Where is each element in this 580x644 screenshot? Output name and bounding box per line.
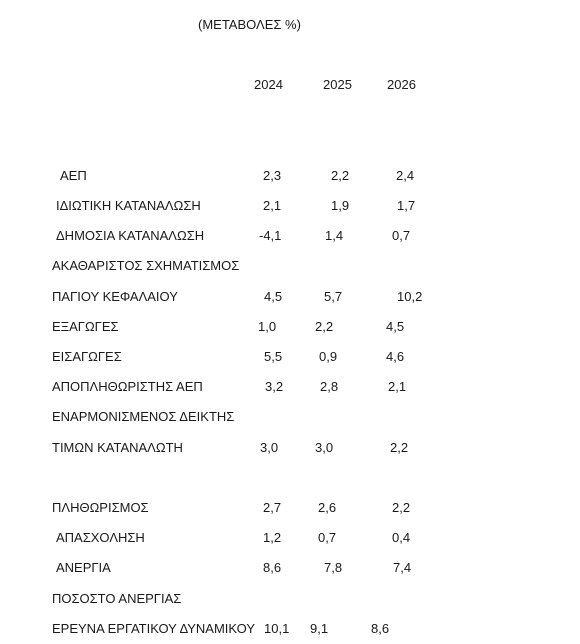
year-header-2026: 2026 bbox=[387, 77, 416, 92]
row-value-2025: 0,7 bbox=[318, 530, 337, 545]
row-value-2026: 7,4 bbox=[393, 560, 412, 575]
row-value-2026: 0,7 bbox=[392, 228, 411, 243]
row-value-2025: 1,4 bbox=[325, 228, 344, 243]
row-value-2024: -4,1 bbox=[259, 228, 282, 243]
row-value-2026: 2,2 bbox=[392, 500, 411, 515]
row-label: ΠΟΣΟΣΤΟ ΑΝΕΡΓΙΑΣ bbox=[52, 591, 182, 606]
row-label: ΑΠΑΣΧΟΛΗΣΗ bbox=[56, 530, 145, 545]
row-value-2024: 8,6 bbox=[263, 560, 282, 575]
year-header-2024: 2024 bbox=[254, 77, 283, 92]
row-value-2024: 5,5 bbox=[264, 349, 283, 364]
row-value-2024: 1,2 bbox=[263, 530, 282, 545]
row-value-2026: 1,7 bbox=[397, 198, 416, 213]
row-value-2026: 10,2 bbox=[397, 289, 423, 304]
row-value-2025: 3,0 bbox=[315, 440, 334, 455]
row-label: ΕΡΕΥΝΑ ΕΡΓΑΤΙΚΟΥ ΔΥΝΑΜΙΚΟΥ bbox=[52, 621, 256, 636]
row-value-2025: 2,8 bbox=[320, 379, 339, 394]
row-label: ΑΚΑΘΑΡΙΣΤΟΣ ΣΧΗΜΑΤΙΣΜΟΣ bbox=[52, 258, 240, 273]
row-value-2024: 1,0 bbox=[258, 319, 277, 334]
row-value-2026: 2,4 bbox=[396, 168, 415, 183]
table-title: (ΜΕΤΑΒΟΛΕΣ %) bbox=[198, 17, 301, 32]
row-value-2025: 9,1 bbox=[310, 621, 329, 636]
row-label: ΕΝΑΡΜΟΝΙΣΜΕΝΟΣ ΔΕΙΚΤΗΣ bbox=[52, 409, 235, 424]
row-value-2024: 3,0 bbox=[260, 440, 279, 455]
row-value-2026: 4,6 bbox=[386, 349, 405, 364]
year-header-2025: 2025 bbox=[323, 77, 352, 92]
row-label: ΠΑΓΙΟΥ ΚΕΦΑΛΑΙΟΥ bbox=[52, 289, 178, 304]
row-label: ΔΗΜΟΣΙΑ ΚΑΤΑΝΑΛΩΣΗ bbox=[56, 228, 205, 243]
row-label: ΑΠΟΠΛΗΘΩΡΙΣΤΗΣ ΑΕΠ bbox=[52, 379, 203, 394]
row-value-2026: 2,1 bbox=[388, 379, 407, 394]
row-label: ΤΙΜΩΝ ΚΑΤΑΝΑΛΩΤΗ bbox=[52, 440, 183, 455]
row-value-2026: 2,2 bbox=[390, 440, 409, 455]
row-value-2025: 0,9 bbox=[319, 349, 338, 364]
row-value-2024: 2,3 bbox=[263, 168, 282, 183]
row-label: ΕΙΣΑΓΩΓΕΣ bbox=[52, 349, 122, 364]
row-value-2024: 2,7 bbox=[263, 500, 282, 515]
row-value-2025: 2,2 bbox=[331, 168, 350, 183]
row-value-2024: 4,5 bbox=[264, 289, 283, 304]
row-value-2026: 4,5 bbox=[386, 319, 405, 334]
row-label: ΑΕΠ bbox=[60, 168, 87, 183]
row-value-2024: 2,1 bbox=[263, 198, 282, 213]
row-value-2025: 1,9 bbox=[331, 198, 350, 213]
row-value-2024: 3,2 bbox=[265, 379, 284, 394]
row-value-2025: 7,8 bbox=[324, 560, 343, 575]
row-label: ΑΝΕΡΓΙΑ bbox=[56, 560, 111, 575]
row-value-2024: 10,1 bbox=[264, 621, 290, 636]
row-value-2025: 2,2 bbox=[315, 319, 334, 334]
row-value-2026: 0,4 bbox=[392, 530, 411, 545]
row-label: ΠΛΗΘΩΡΙΣΜΟΣ bbox=[52, 500, 149, 515]
row-label: ΙΔΙΩΤΙΚΗ ΚΑΤΑΝΑΛΩΣΗ bbox=[56, 198, 201, 213]
row-value-2026: 8,6 bbox=[371, 621, 390, 636]
row-value-2025: 2,6 bbox=[318, 500, 337, 515]
row-label: ΕΞΑΓΩΓΕΣ bbox=[52, 319, 119, 334]
row-value-2025: 5,7 bbox=[324, 289, 343, 304]
